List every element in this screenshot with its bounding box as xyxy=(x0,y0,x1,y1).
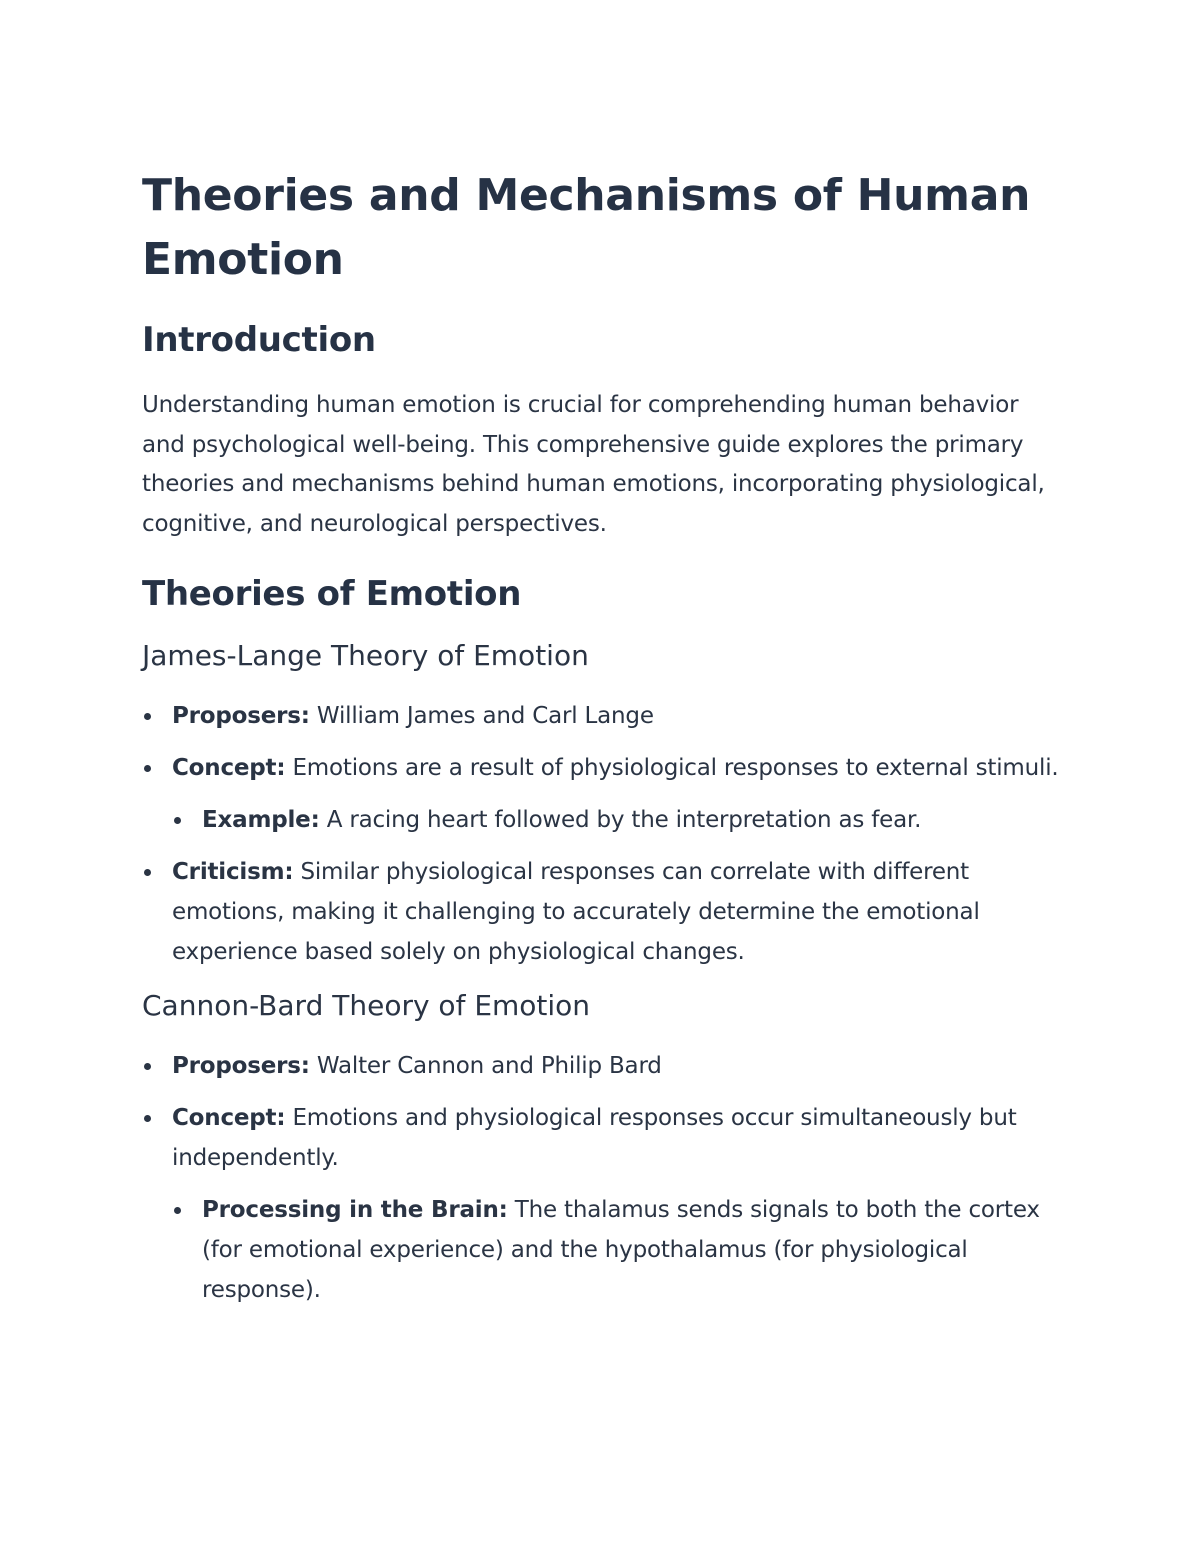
list-item-concept xyxy=(142,1098,1060,1178)
list-item-concept xyxy=(142,748,1060,788)
item-text: Emotions and physiological responses occur simultaneously but independently. xyxy=(172,1105,1017,1171)
theories-heading: Theories of Emotion xyxy=(142,574,522,614)
list-item-processing xyxy=(142,1190,1060,1310)
list-item-proposers xyxy=(142,1046,1060,1086)
item-label: Proposers: xyxy=(172,703,310,729)
item-text: Walter Cannon and Philip Bard xyxy=(309,1053,662,1079)
introduction-heading: Introduction xyxy=(142,320,376,360)
item-label: Concept: xyxy=(172,755,286,781)
item-text: The thalamus sends signals to both the cortex (for emotional experience) and the hypothalamus (for physiological response). xyxy=(202,1197,1040,1303)
item-text: A racing heart followed by the interpretation as fear. xyxy=(319,807,922,833)
introduction-paragraph: Understanding human emotion is crucial for comprehending human behavior and psychological well-being. This comprehensive guide explores the primary theories and mechanisms behind human emotions, incorporating physiological, cognitive, and neurological perspectives. xyxy=(142,392,1045,537)
list-item-proposers xyxy=(142,696,1060,736)
item-text: William James and Carl Lange xyxy=(309,703,654,729)
item-text: Emotions are a result of physiological responses to external stimuli. xyxy=(285,755,1059,781)
item-text: Similar physiological responses can correlate with different emotions, making it challenging to accurately determine the emotional experience based solely on physiological changes. xyxy=(172,859,980,965)
list-item-example xyxy=(142,800,1060,840)
james-lange-list xyxy=(142,696,1060,972)
cannon-bard-list xyxy=(142,1046,1060,1310)
james-lange-heading: James-Lange Theory of Emotion xyxy=(142,639,589,672)
item-label: Proposers: xyxy=(172,1053,310,1079)
item-label: Example: xyxy=(202,807,320,833)
cannon-bard-heading: Cannon-Bard Theory of Emotion xyxy=(142,989,591,1022)
item-label: Criticism: xyxy=(172,859,294,885)
item-label: Concept: xyxy=(172,1105,286,1131)
item-label: Processing in the Brain: xyxy=(202,1197,508,1223)
list-item-criticism xyxy=(142,852,1060,972)
document-title: Theories and Mechanisms of Human Emotion xyxy=(142,170,1031,285)
